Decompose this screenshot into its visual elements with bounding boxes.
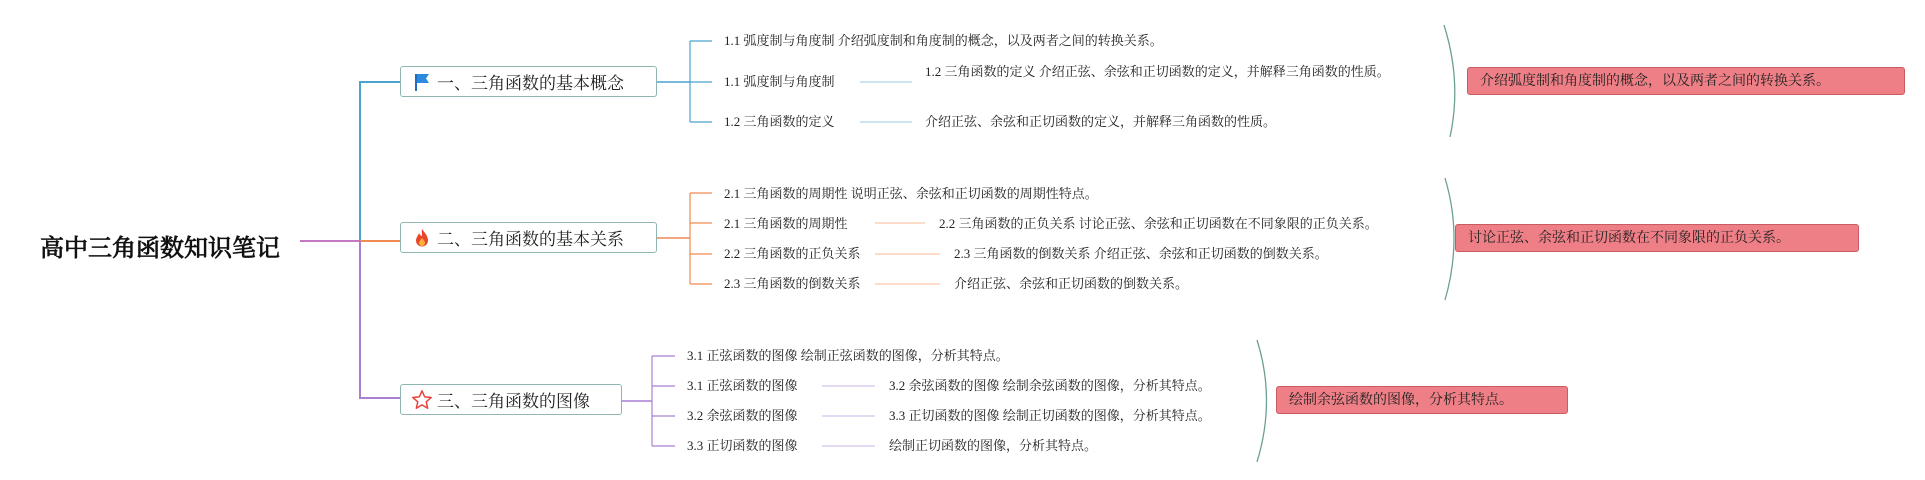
leaf-item[interactable]: 1.2 三角函数的定义 (724, 114, 835, 129)
branch-function-graphs[interactable] (400, 384, 622, 415)
leaf-item[interactable]: 3.1 正弦函数的图像 (687, 378, 798, 393)
leaf-item[interactable]: 绘制正切函数的图像，分析其特点。 (889, 438, 1098, 453)
leaf-item[interactable]: 2.1 三角函数的周期性 说明正弦、余弦和正切函数的周期性特点。 (724, 186, 1098, 201)
leaf-item[interactable]: 1.2 三角函数的定义 介绍正弦、余弦和正切函数的定义，并解释三角函数的性质。 (925, 64, 1390, 79)
branch-label: 一、三角函数的基本概念 (437, 74, 624, 94)
root-topic[interactable]: 高中三角函数知识笔记 (40, 234, 280, 262)
leaf-item[interactable]: 3.2 余弦函数的图像 (687, 408, 798, 423)
leaf-item[interactable]: 2.3 三角函数的倒数关系 介绍正弦、余弦和正切函数的倒数关系。 (954, 246, 1328, 261)
leaf-item[interactable]: 2.2 三角函数的正负关系 (724, 246, 861, 261)
leaf-item[interactable]: 介绍正弦、余弦和正切函数的定义，并解释三角函数的性质。 (925, 114, 1277, 129)
branch-label: 三、三角函数的图像 (437, 392, 590, 412)
branch-basic-relations[interactable] (400, 222, 657, 253)
leaf-item[interactable]: 3.3 正切函数的图像 (687, 438, 798, 453)
leaf-item[interactable]: 1.1 弧度制与角度制 介绍弧度制和角度制的概念，以及两者之间的转换关系。 (724, 33, 1163, 48)
leaf-item[interactable]: 3.1 正弦函数的图像 绘制正弦函数的图像，分析其特点。 (687, 348, 1009, 363)
summary-box[interactable]: 介绍弧度制和角度制的概念，以及两者之间的转换关系。 (1467, 67, 1905, 95)
star-outline-icon (411, 389, 433, 411)
leaf-item[interactable]: 3.2 余弦函数的图像 绘制余弦函数的图像，分析其特点。 (889, 378, 1211, 393)
branch-basic-concepts[interactable] (400, 66, 657, 97)
flag-icon (411, 71, 433, 93)
leaf-item[interactable]: 介绍正弦、余弦和正切函数的倒数关系。 (954, 276, 1189, 291)
leaf-item[interactable]: 2.2 三角函数的正负关系 讨论正弦、余弦和正切函数在不同象限的正负关系。 (939, 216, 1378, 231)
leaf-item[interactable]: 1.1 弧度制与角度制 (724, 74, 835, 89)
leaf-item[interactable]: 2.1 三角函数的周期性 (724, 216, 848, 231)
leaf-item[interactable]: 2.3 三角函数的倒数关系 (724, 276, 861, 291)
branch-label: 二、三角函数的基本关系 (437, 230, 624, 250)
summary-box[interactable]: 绘制余弦函数的图像，分析其特点。 (1276, 386, 1568, 414)
summary-box[interactable]: 讨论正弦、余弦和正切函数在不同象限的正负关系。 (1455, 224, 1859, 252)
fire-icon (411, 227, 433, 249)
leaf-item[interactable]: 3.3 正切函数的图像 绘制正切函数的图像，分析其特点。 (889, 408, 1211, 423)
